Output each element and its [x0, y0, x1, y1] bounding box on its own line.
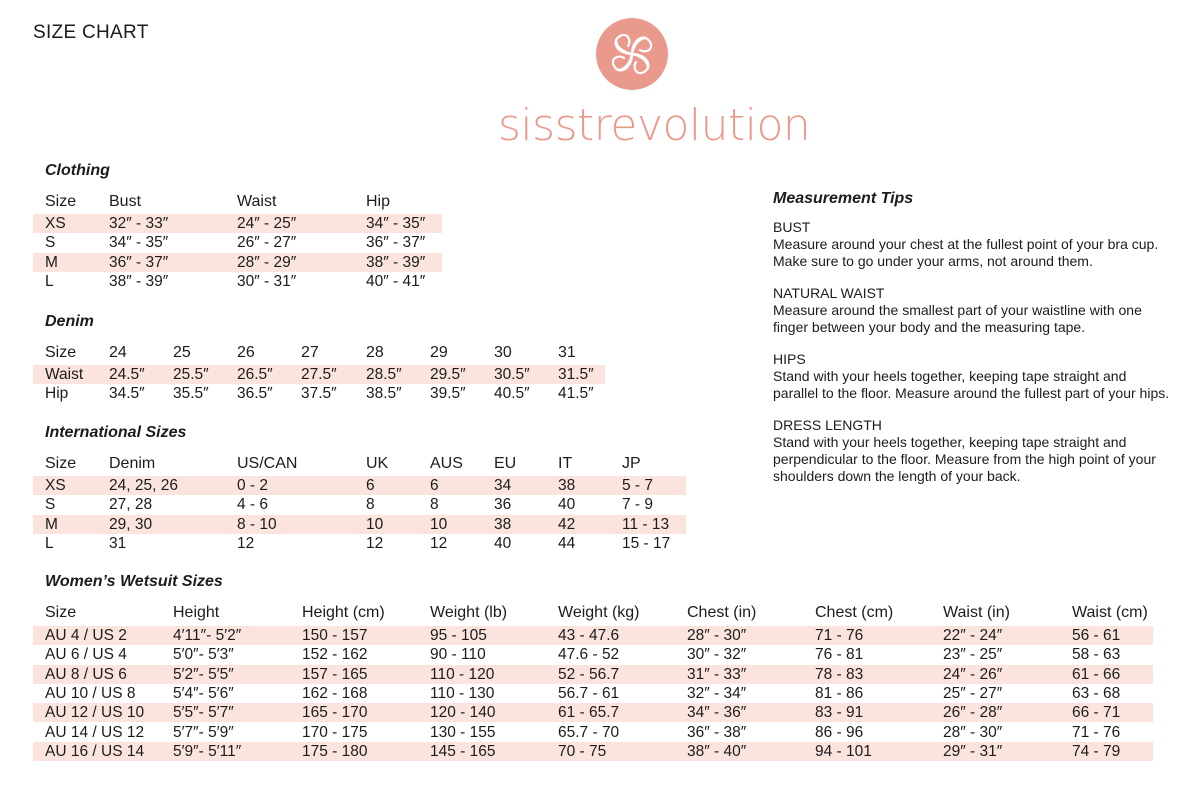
- denim-cell: 34.5″: [109, 385, 145, 403]
- wetsuit-cell: AU 12 / US 10: [45, 704, 145, 722]
- wetsuit-cell: 94 - 101: [815, 742, 872, 760]
- international-cell: 8: [366, 496, 375, 514]
- denim-cell: Size: [45, 344, 77, 361]
- wetsuit-cell: 5′5″- 5′7″: [173, 704, 234, 722]
- clothing-cell: 26″ - 27″: [237, 234, 297, 252]
- international-cell: IT: [558, 455, 573, 472]
- denim-cell: 37.5″: [301, 385, 337, 403]
- international-cell: 40: [494, 534, 512, 552]
- international-cell: 6: [366, 477, 375, 494]
- denim-cell: 27.5″: [301, 366, 337, 383]
- wetsuit-cell: 56 - 61: [1072, 627, 1121, 644]
- clothing-cell: 32″ - 33″: [109, 215, 169, 232]
- international-cell: 40: [558, 496, 576, 514]
- tip-line: Stand with your heels together, keeping tape straight and: [773, 368, 1127, 384]
- tip-block: [773, 285, 1193, 336]
- wetsuit-cell: 65.7 - 70: [558, 723, 620, 741]
- clothing-cell: Hip: [366, 193, 391, 210]
- clothing-cell: 40″ - 41″: [366, 272, 426, 290]
- tip-line: parallel to the floor. Measure around the fullest part of your hips.: [773, 385, 1170, 401]
- page-title: SIZE CHART: [33, 22, 149, 43]
- wetsuit-cell: 22″ - 24″: [943, 627, 1003, 644]
- international-cell: 44: [558, 534, 576, 552]
- denim-cell: 30: [494, 344, 512, 361]
- wetsuit-cell: 157 - 165: [302, 665, 368, 683]
- wetsuit-cell: 32″ - 34″: [687, 684, 747, 702]
- clothing-cell: 34″ - 35″: [366, 215, 426, 232]
- denim-cell: 27: [301, 344, 319, 361]
- wetsuit-cell: 24″ - 26″: [943, 665, 1003, 683]
- wetsuit-cell: AU 16 / US 14: [45, 742, 145, 760]
- wetsuit-cell: 30″ - 32″: [687, 646, 747, 664]
- wetsuit-cell: 120 - 140: [430, 704, 496, 722]
- wetsuit-row: [33, 626, 1153, 645]
- denim-cell: 24.5″: [109, 366, 145, 383]
- wetsuit-cell: 78 - 83: [815, 665, 864, 683]
- international-cell: 34: [494, 477, 512, 494]
- tip-line: Make sure to go under your arms, not around them.: [773, 253, 1093, 269]
- tip-line: Measure around your chest at the fullest point of your bra cup.: [773, 236, 1159, 252]
- clothing-title: Clothing: [45, 162, 110, 179]
- clothing-cell: 30″ - 31″: [237, 272, 297, 290]
- wetsuit-cell: 66 - 71: [1072, 704, 1121, 722]
- denim-title: Denim: [45, 313, 94, 330]
- international-row: [33, 495, 686, 514]
- international-header-row: [33, 451, 686, 476]
- clothing-row: [33, 233, 442, 252]
- international-cell: 7 - 9: [622, 496, 654, 514]
- wetsuit-cell: Height: [173, 604, 220, 621]
- international-cell: 31: [109, 534, 127, 552]
- wetsuit-cell: 5′7″- 5′9″: [173, 723, 234, 741]
- wetsuit-cell: 36″ - 38″: [687, 723, 747, 741]
- wetsuit-cell: 47.6 - 52: [558, 646, 620, 664]
- international-cell: 10: [366, 515, 384, 533]
- clothing-cell: 36″ - 37″: [366, 234, 426, 252]
- international-cell: 24, 25, 26: [109, 477, 178, 494]
- wetsuit-cell: 152 - 162: [302, 646, 368, 664]
- clothing-cell: XS: [45, 215, 66, 232]
- denim-cell: 30.5″: [494, 366, 530, 383]
- tip-line: Stand with your heels together, keeping tape straight and: [773, 434, 1127, 450]
- wetsuit-cell: 165 - 170: [302, 704, 368, 722]
- denim-cell: 26: [237, 344, 255, 361]
- international-cell: 38: [494, 515, 512, 533]
- denim-cell: 41.5″: [558, 385, 594, 403]
- wetsuit-cell: 25″ - 27″: [943, 684, 1003, 702]
- denim-cell: Waist: [45, 366, 84, 383]
- denim-cell: 25: [173, 344, 191, 361]
- wetsuit-title: Women’s Wetsuit Sizes: [45, 573, 223, 590]
- wetsuit-cell: AU 4 / US 2: [45, 627, 127, 644]
- clothing-cell: S: [45, 234, 56, 252]
- tip-line: shoulders down the length of your back.: [773, 468, 1021, 484]
- international-cell: 6: [430, 477, 439, 494]
- wetsuit-cell: AU 10 / US 8: [45, 684, 136, 702]
- wetsuit-cell: Chest (cm): [815, 604, 894, 621]
- wetsuit-cell: 28″ - 30″: [943, 723, 1003, 741]
- denim-header-row: [33, 340, 605, 365]
- denim-cell: 31.5″: [558, 366, 594, 383]
- brand-wordmark: sisstrevolution: [498, 100, 811, 151]
- denim-cell: 29: [430, 344, 448, 361]
- wetsuit-cell: 61 - 65.7: [558, 704, 620, 722]
- wetsuit-cell: 71 - 76: [1072, 723, 1121, 741]
- international-cell: 4 - 6: [237, 496, 269, 514]
- international-cell: US/CAN: [237, 455, 298, 472]
- wetsuit-cell: 110 - 120: [430, 665, 495, 683]
- denim-cell: 28.5″: [366, 366, 402, 383]
- clothing-cell: Waist: [237, 193, 277, 210]
- denim-cell: 28: [366, 344, 384, 361]
- tip-heading: NATURAL WAIST: [773, 285, 885, 301]
- international-cell: 5 - 7: [622, 477, 654, 494]
- measurement-tips: [773, 190, 1193, 500]
- denim-cell: 38.5″: [366, 385, 402, 403]
- wetsuit-cell: 5′0″- 5′3″: [173, 646, 234, 664]
- wetsuit-cell: 4′11″- 5′2″: [173, 627, 242, 644]
- denim-row: [33, 365, 605, 384]
- wetsuit-cell: 29″ - 31″: [943, 742, 1003, 760]
- tip-line: Measure around the smallest part of your waistline with one: [773, 302, 1142, 318]
- wetsuit-cell: 71 - 76: [815, 627, 864, 644]
- wetsuit-cell: Size: [45, 604, 77, 621]
- international-cell: 29, 30: [109, 515, 153, 533]
- wetsuit-cell: 95 - 105: [430, 627, 487, 644]
- international-cell: 42: [558, 515, 576, 533]
- international-cell: 27, 28: [109, 496, 153, 514]
- wetsuit-row: [33, 723, 1153, 742]
- denim-cell: 25.5″: [173, 366, 209, 383]
- denim-cell: 35.5″: [173, 385, 209, 403]
- wetsuit-cell: 83 - 91: [815, 704, 864, 722]
- clothing-cell: 24″ - 25″: [237, 215, 297, 232]
- wetsuit-cell: 43 - 47.6: [558, 627, 620, 644]
- international-cell: Size: [45, 455, 77, 472]
- wetsuit-cell: 23″ - 25″: [943, 646, 1003, 664]
- tip-block: [773, 219, 1193, 270]
- international-cell: 15 - 17: [622, 534, 671, 552]
- wetsuit-cell: Weight (kg): [558, 604, 640, 621]
- tip-heading: DRESS LENGTH: [773, 417, 882, 433]
- international-cell: Denim: [109, 455, 156, 472]
- wetsuit-cell: 70 - 75: [558, 742, 607, 760]
- wetsuit-row: [33, 665, 1153, 684]
- wetsuit-cell: 81 - 86: [815, 684, 864, 702]
- wetsuit-cell: 170 - 175: [302, 723, 368, 741]
- wetsuit-cell: 34″ - 36″: [687, 704, 747, 722]
- denim-cell: 29.5″: [430, 366, 466, 383]
- wetsuit-cell: 86 - 96: [815, 723, 864, 741]
- clothing-cell: 34″ - 35″: [109, 234, 169, 252]
- international-cell: UK: [366, 455, 389, 472]
- wetsuit-cell: 130 - 155: [430, 723, 496, 741]
- international-cell: 12: [237, 534, 255, 552]
- wetsuit-cell: 52 - 56.7: [558, 665, 620, 683]
- wetsuit-cell: 145 - 165: [430, 742, 496, 760]
- international-row: [33, 476, 686, 495]
- denim-row: [33, 384, 605, 403]
- wetsuit-header-row: [33, 600, 1153, 626]
- international-cell: 36: [494, 496, 512, 514]
- wetsuit-cell: 31″ - 33″: [687, 665, 747, 683]
- international-row: [33, 534, 686, 553]
- clothing-header-row: [33, 190, 442, 214]
- wetsuit-cell: 26″ - 28″: [943, 704, 1003, 722]
- wetsuit-cell: 76 - 81: [815, 646, 864, 664]
- international-cell: 38: [558, 477, 576, 494]
- international-row: [33, 515, 686, 534]
- clothing-cell: Size: [45, 193, 77, 210]
- wetsuit-row: [33, 645, 1153, 664]
- wetsuit-cell: AU 6 / US 4: [45, 646, 127, 664]
- wetsuit-cell: AU 8 / US 6: [45, 665, 127, 683]
- wetsuit-cell: 5′4″- 5′6″: [173, 684, 234, 702]
- international-cell: 8 - 10: [237, 515, 277, 533]
- wetsuit-cell: 61 - 66: [1072, 665, 1121, 683]
- wetsuit-cell: 63 - 68: [1072, 684, 1121, 702]
- wetsuit-cell: 38″ - 40″: [687, 742, 747, 760]
- international-cell: 10: [430, 515, 448, 533]
- wetsuit-cell: Weight (lb): [430, 604, 508, 621]
- clothing-row: [33, 272, 442, 291]
- clothing-row: [33, 253, 442, 272]
- clothing-cell: M: [45, 253, 58, 271]
- clothing-cell: 38″ - 39″: [109, 272, 169, 290]
- denim-cell: Hip: [45, 385, 69, 403]
- denim-cell: 26.5″: [237, 366, 273, 383]
- wetsuit-cell: 150 - 157: [302, 627, 368, 644]
- wetsuit-cell: 56.7 - 61: [558, 684, 620, 702]
- international-cell: JP: [622, 455, 641, 472]
- clothing-cell: 36″ - 37″: [109, 253, 169, 271]
- wetsuit-row: [33, 742, 1153, 761]
- wetsuit-cell: Waist (in): [943, 604, 1010, 621]
- denim-cell: 39.5″: [430, 385, 466, 403]
- wetsuit-row: [33, 703, 1153, 722]
- wetsuit-cell: 5′9″- 5′11″: [173, 742, 242, 760]
- wetsuit-cell: Height (cm): [302, 604, 385, 621]
- tip-heading: HIPS: [773, 351, 806, 367]
- wetsuit-cell: 175 - 180: [302, 742, 368, 760]
- wetsuit-row: [33, 684, 1153, 703]
- wetsuit-cell: 28″ - 30″: [687, 627, 747, 644]
- international-cell: M: [45, 515, 58, 533]
- wetsuit-cell: 58 - 63: [1072, 646, 1121, 664]
- swirl-logo-icon: [596, 18, 668, 90]
- international-cell: L: [45, 534, 54, 552]
- wetsuit-cell: Chest (in): [687, 604, 757, 621]
- wetsuit-cell: 90 - 110: [430, 646, 486, 664]
- international-cell: 0 - 2: [237, 477, 269, 494]
- denim-cell: 40.5″: [494, 385, 530, 403]
- wetsuit-cell: 5′2″- 5′5″: [173, 665, 234, 683]
- clothing-cell: 28″ - 29″: [237, 253, 297, 271]
- wetsuit-cell: 74 - 79: [1072, 742, 1121, 760]
- clothing-cell: Bust: [109, 193, 142, 210]
- tips-title: Measurement Tips: [773, 190, 914, 207]
- denim-cell: 31: [558, 344, 576, 361]
- tip-line: finger between your body and the measuring tape.: [773, 319, 1086, 335]
- tip-block: [773, 417, 1193, 485]
- clothing-cell: 38″ - 39″: [366, 253, 426, 271]
- international-cell: XS: [45, 477, 66, 494]
- international-cell: 12: [430, 534, 448, 552]
- clothing-cell: L: [45, 272, 54, 290]
- wetsuit-cell: 162 - 168: [302, 684, 368, 702]
- international-cell: 8: [430, 496, 439, 514]
- tip-block: [773, 351, 1193, 402]
- wetsuit-cell: 110 - 130: [430, 684, 495, 702]
- international-cell: 12: [366, 534, 384, 552]
- tip-line: perpendicular to the floor. Measure from the high point of your: [773, 451, 1156, 467]
- denim-cell: 36.5″: [237, 385, 273, 403]
- tip-heading: BUST: [773, 219, 811, 235]
- international-cell: S: [45, 496, 56, 514]
- international-cell: AUS: [430, 455, 463, 472]
- wetsuit-cell: AU 14 / US 12: [45, 723, 145, 741]
- international-cell: EU: [494, 455, 517, 472]
- wetsuit-cell: Waist (cm): [1072, 604, 1148, 621]
- clothing-row: [33, 214, 442, 233]
- international-cell: 11 - 13: [622, 515, 670, 533]
- denim-cell: 24: [109, 344, 127, 361]
- international-title: International Sizes: [45, 424, 187, 441]
